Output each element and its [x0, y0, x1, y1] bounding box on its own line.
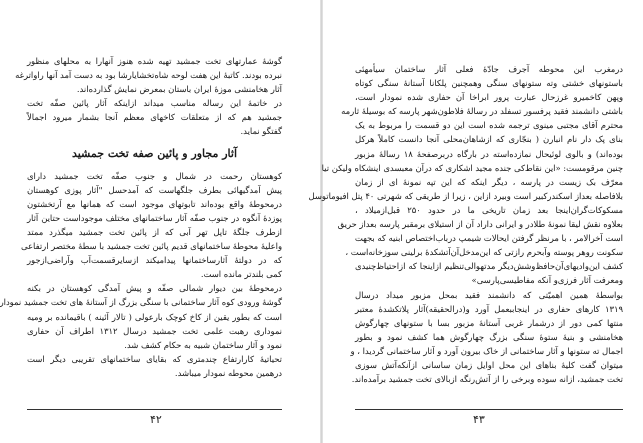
text-line: گوشهٔ ورودی کوه آثار ساختمانی با سنگی بزرگ از آستانهٔ های تخت جمشید نمودار	[0, 297, 282, 308]
text-line: آثار هخامنشی موزهٔ ایران باستان بمعرض نمایش گذارده‌اند.	[76, 84, 282, 95]
text-line: گوشهٔ عمارتهای تخت جمشید تهیه شده هنوز آنهارا به محلهای منظور	[27, 56, 282, 66]
text-line: کشف این‌وادیهای‌آن‌حافظ‌و‌شش‌دیگر مدتهوالی‌تنظیم ازاینجا که ازاحتیاظ‌چنیدی	[355, 261, 623, 272]
text-line: بلافاصله بعداز اسکندرکبیر است وبیرد ازاین ، زیرا از طریقی که شهرتی ۴۰ پتل افیوماتوسل	[308, 190, 623, 201]
text-line: وپهن کاخمیرو غرزحال عبارت پرور ابراخا آن حفاری شده نمودار است،	[355, 92, 623, 103]
text-line: گفتگو نماید.	[240, 126, 282, 137]
left-page-text	[0, 54, 283, 380]
text-line: ازطرف جلگهٔ تاپل تهر آبی که از پائین تخت جمشید میگذرد ممتد	[27, 226, 282, 237]
text-line: درمحوطهٔ بین دیوار شمالی صفّه و پیش آمدگی کوهستان در بکنه	[27, 283, 282, 294]
text-line: درهمین محوطه نمودار میباشد.	[174, 367, 282, 378]
text-line: هخامنشی و بنیهٔ ستوهٔ سنگی بزرگ چهارگوش هما کشف نمود و بطور	[355, 331, 623, 342]
text-line: چنین مرقومست: «این نقاط‌کی جنده مجید اشکاری که درآن معبسدی اینشکاه ولیکن تیا	[321, 162, 623, 173]
text-line: در خاتمهٔ این رساله مناسب میداند ازاینکه آثار پائین صفّه تخت	[27, 98, 282, 109]
right-page-text	[308, 62, 623, 386]
text-line: کمی بلندتر مانده است.	[200, 269, 282, 280]
text-line: نموداری رهبت علمی تخت جمشید درسال ۱۳۱۲ اطراف آن حفاری	[27, 325, 283, 336]
text-line: بوده‌اند) و بالوی لوئیحال نمازده‌استه در بارگاه دربرصفحهٔ ۱۸ رسالهٔ مزبور	[355, 148, 623, 159]
text-line: اجمال ته ستونها و آثار ساختمانی از خاک بیرون آورد و آثار ساختمانی گردیدا ، و	[350, 345, 623, 356]
page-number: ۴۳	[473, 413, 485, 426]
section-heading: آثار مجاور و پائین صفه تخت جمشید	[71, 146, 238, 160]
text-line: پوزدهٔ آنگوه در جنوب صفّه آثار ساختمانهای مختلف موجوداست حتاین آثار	[27, 212, 282, 223]
page-number: ۴۲	[150, 413, 162, 426]
text-line: ۱۳۱۹ کارهای حفاری در اینجاببعمل آورد و(درالحقیقه)آثار پلاتکشدهٔ معتبر	[355, 303, 623, 314]
text-line: باشتی دانشمند فقید پرفسور تسفلد در رسالهٔ فلاطون‌شهر پارسه که بوسیلهٔ ثارمه	[341, 106, 623, 117]
text-line: که در دولتهٔ آثارساختمانها پیدامیکند ازسایرقسمت‌آب وآراضی‌ازجور	[27, 255, 282, 266]
text-line: واعلیهٔ محوطهٔ ساختمانهای قدیم پائین تخت جمشید با سطهٔ مختصر ارتفاعی	[21, 241, 282, 252]
text-line: منتها کمی دور از درشمار غربی آستانهٔ مزبور بسا با ستونهای چهارگوش	[355, 317, 623, 328]
text-line: معرّف بک زیست در پارسه ، دیگر اینکه که این تپه نمونهٔ ای از زمان	[355, 176, 623, 187]
text-line: است که بطور یقین از کاخ کوچک بارعولی ( تالار آئینه ) باقیمانده بر ومیه	[27, 311, 282, 322]
left-page	[0, 0, 320, 443]
text-line: درمحوطهٔ واقع بوده‌اند تابوتهای موجود است که همانها مع آرتخشتون	[27, 198, 282, 209]
text-line: ومعرفت آثار فرزی‌و آنکه مفاطیسی‌پارسی»	[471, 275, 623, 286]
text-line: میتوان گفت کلیهٔ بناهای این محل اوایل زمان ساسانی ازآنکه‌آتش سوزی	[355, 359, 623, 370]
footer-rule	[27, 409, 282, 410]
text-line: نبرده بودند. کاتبهٔ این هفت لوحه شاه‌تخشایارشا بود به دست آمد آنها راواترغه	[15, 70, 282, 81]
text-line: بنای پک دار نام انبارن ( بنجّاری که ازشاهان‌محلی آنجا دانست کاملاً هرکل	[355, 134, 623, 145]
text-line: نمود و آثار ساختمان شبیه به حکام کشف شد.	[124, 339, 282, 350]
text-line: سکونت روهر پوسته وآبحرم رازتی که این‌مدخل‌آن‌آتشکدهٔ برلینی سوزخانه‌است ،	[345, 247, 623, 258]
text-line: باستونهای خشتی وته ستونهای سنگی وهمچنین پلکانا آستانهٔ سنگی کوتاه	[355, 78, 623, 89]
text-line: جمشید هم که از متعلقات کاخهای معظم آنجا بشمار میرود اجمالاً	[27, 112, 282, 123]
right-page	[308, 0, 643, 443]
text-line: محترم آقای مجتبی مینوی ترجمه شده است این دو قسمت را مربوط به یک	[355, 120, 623, 131]
text-line: است آخرالامر ، با مرنظر گرفتن ایحالات شیمپ درباب‌اختصاص ابنیه که بجهت	[354, 233, 623, 244]
text-line: پیش آمدگیهائی بطرف جلگهاست که آمدحسل "آثار پوزی کوهستان	[27, 184, 282, 195]
text-line: بعلاوه نقش لیقا نمونهٔ طلادر و ایرانی داراد آن از استیلای برمقبر پارسه بعداز حریق	[337, 219, 623, 230]
text-line: تحیاتیهٔ کارارتفاع چندمتری که بقایای ساختمانهای تقریبی دیگر است	[27, 353, 282, 364]
text-line: کوهستان رحمت در شمال و جنوب صفّه تخت جمشید دارای	[27, 170, 282, 181]
text-line: مسکوکات‌گران‌اینجا بعد زمان تاریخی ما در حدود ۲۵۰ قبل‌ازمیلاد ،	[355, 204, 623, 215]
text-line: بواسطهٔ همین اهمیّتی که دانشمند فقید بمحل مزبور میداد درسال	[355, 289, 623, 300]
text-line: تخت جمشید، ازانه سوده وبرخی را از آتش‌رنگه ازبالای تخت جمشید برآمده‌اند.	[351, 374, 623, 385]
text-line: درمغرب این محوطه آجرف جادّهٔ فعلی آثار ساختمان سیأمهئی	[355, 64, 623, 74]
footer-rule	[355, 409, 623, 410]
